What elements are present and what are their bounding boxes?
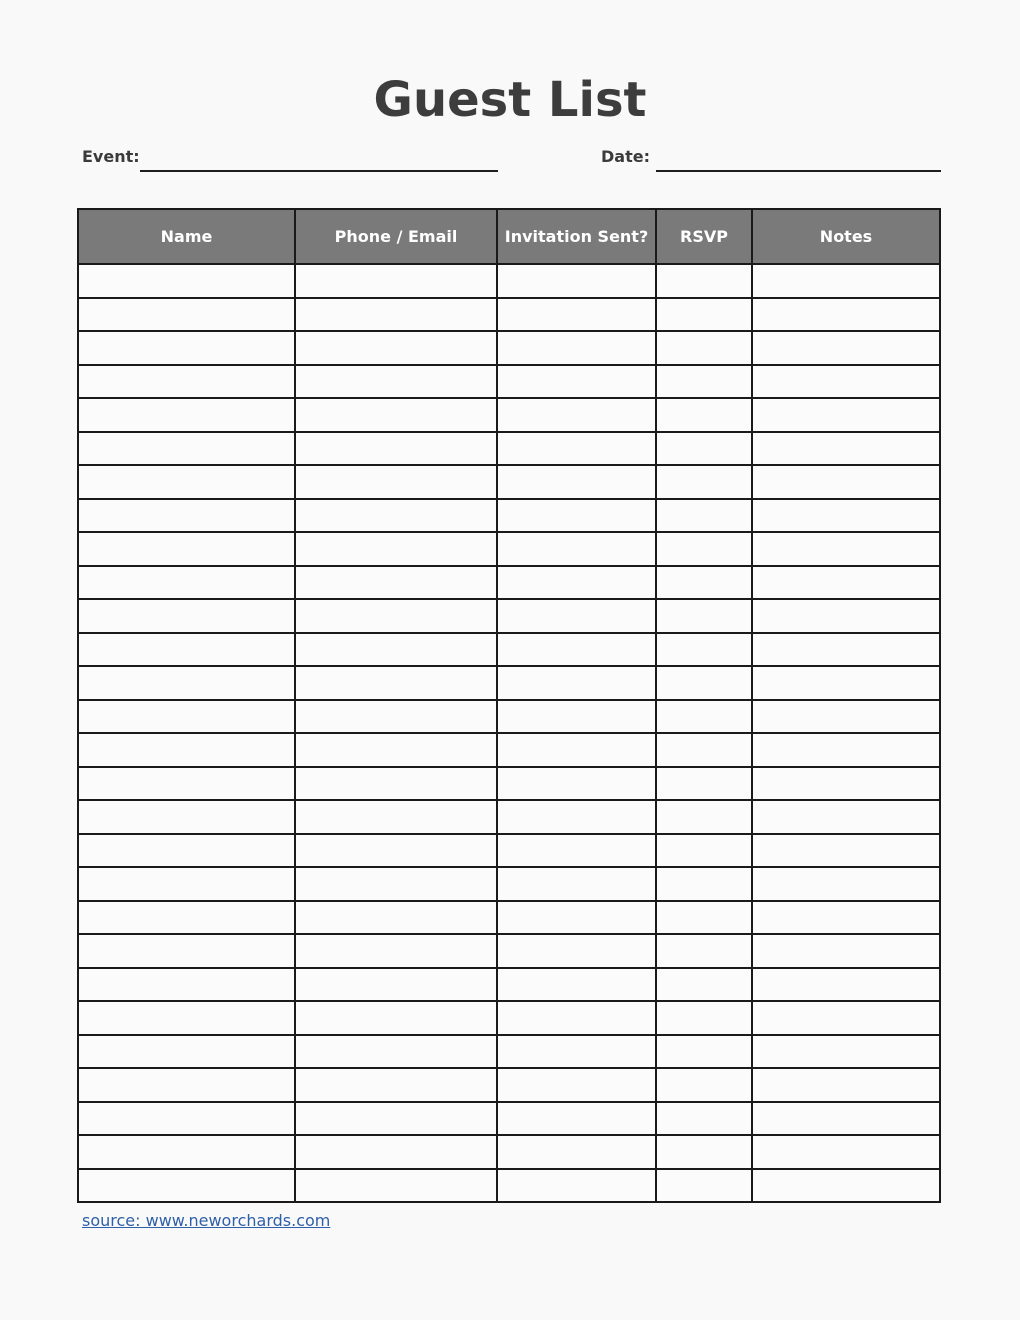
- table-row: [78, 566, 940, 600]
- cell-rsvp[interactable]: [656, 499, 752, 533]
- cell-rsvp[interactable]: [656, 465, 752, 499]
- cell-invitation-sent[interactable]: [497, 398, 656, 432]
- cell-name[interactable]: [78, 800, 295, 834]
- cell-invitation-sent[interactable]: [497, 1068, 656, 1102]
- cell-rsvp[interactable]: [656, 633, 752, 667]
- cell-rsvp[interactable]: [656, 1135, 752, 1169]
- cell-phone-email[interactable]: [295, 499, 497, 533]
- cell-notes[interactable]: [752, 733, 940, 767]
- cell-rsvp[interactable]: [656, 264, 752, 298]
- cell-invitation-sent[interactable]: [497, 800, 656, 834]
- column-header-notes: Notes: [752, 209, 940, 264]
- cell-notes[interactable]: [752, 298, 940, 332]
- cell-invitation-sent[interactable]: [497, 499, 656, 533]
- cell-notes[interactable]: [752, 599, 940, 633]
- cell-rsvp[interactable]: [656, 1068, 752, 1102]
- cell-rsvp[interactable]: [656, 834, 752, 868]
- cell-phone-email[interactable]: [295, 599, 497, 633]
- cell-invitation-sent[interactable]: [497, 867, 656, 901]
- table-row: [78, 365, 940, 399]
- cell-name[interactable]: [78, 566, 295, 600]
- cell-rsvp[interactable]: [656, 867, 752, 901]
- cell-notes[interactable]: [752, 901, 940, 935]
- cell-notes[interactable]: [752, 1068, 940, 1102]
- cell-notes[interactable]: [752, 264, 940, 298]
- table-row: [78, 666, 940, 700]
- cell-invitation-sent[interactable]: [497, 264, 656, 298]
- table-row: [78, 1068, 940, 1102]
- cell-invitation-sent[interactable]: [497, 532, 656, 566]
- cell-name[interactable]: [78, 599, 295, 633]
- table-row: [78, 700, 940, 734]
- table-row: [78, 1135, 940, 1169]
- table-row: [78, 465, 940, 499]
- table-header-row: [78, 209, 940, 264]
- cell-invitation-sent[interactable]: [497, 465, 656, 499]
- table-row: [78, 633, 940, 667]
- table-row: [78, 834, 940, 868]
- cell-notes[interactable]: [752, 1035, 940, 1069]
- cell-name[interactable]: [78, 264, 295, 298]
- cell-invitation-sent[interactable]: [497, 934, 656, 968]
- cell-name[interactable]: [78, 499, 295, 533]
- cell-notes[interactable]: [752, 1001, 940, 1035]
- cell-name[interactable]: [78, 331, 295, 365]
- cell-notes[interactable]: [752, 398, 940, 432]
- cell-rsvp[interactable]: [656, 566, 752, 600]
- cell-name[interactable]: [78, 298, 295, 332]
- cell-phone-email[interactable]: [295, 298, 497, 332]
- cell-rsvp[interactable]: [656, 365, 752, 399]
- cell-invitation-sent[interactable]: [497, 666, 656, 700]
- cell-rsvp[interactable]: [656, 700, 752, 734]
- cell-notes[interactable]: [752, 700, 940, 734]
- cell-phone-email[interactable]: [295, 398, 497, 432]
- cell-phone-email[interactable]: [295, 532, 497, 566]
- cell-invitation-sent[interactable]: [497, 1169, 656, 1203]
- cell-phone-email[interactable]: [295, 800, 497, 834]
- cell-notes[interactable]: [752, 465, 940, 499]
- cell-invitation-sent[interactable]: [497, 298, 656, 332]
- cell-phone-email[interactable]: [295, 733, 497, 767]
- cell-invitation-sent[interactable]: [497, 700, 656, 734]
- cell-invitation-sent[interactable]: [497, 1102, 656, 1136]
- table-row: [78, 968, 940, 1002]
- cell-rsvp[interactable]: [656, 934, 752, 968]
- source-link[interactable]: source: www.neworchards.com: [82, 1211, 331, 1230]
- table-row: [78, 901, 940, 935]
- cell-name[interactable]: [78, 432, 295, 466]
- date-field[interactable]: [656, 170, 941, 172]
- event-label: Event:: [82, 147, 140, 166]
- cell-rsvp[interactable]: [656, 733, 752, 767]
- table-row: [78, 599, 940, 633]
- table-row: [78, 934, 940, 968]
- cell-phone-email[interactable]: [295, 1001, 497, 1035]
- cell-invitation-sent[interactable]: [497, 365, 656, 399]
- cell-phone-email[interactable]: [295, 700, 497, 734]
- cell-phone-email[interactable]: [295, 566, 497, 600]
- cell-name[interactable]: [78, 1068, 295, 1102]
- cell-phone-email[interactable]: [295, 968, 497, 1002]
- cell-rsvp[interactable]: [656, 901, 752, 935]
- cell-notes[interactable]: [752, 432, 940, 466]
- cell-phone-email[interactable]: [295, 767, 497, 801]
- cell-rsvp[interactable]: [656, 331, 752, 365]
- table-row: [78, 264, 940, 298]
- cell-invitation-sent[interactable]: [497, 599, 656, 633]
- event-field[interactable]: [140, 170, 498, 172]
- cell-rsvp[interactable]: [656, 398, 752, 432]
- table-row: [78, 532, 940, 566]
- cell-name[interactable]: [78, 365, 295, 399]
- cell-invitation-sent[interactable]: [497, 968, 656, 1002]
- cell-phone-email[interactable]: [295, 264, 497, 298]
- cell-rsvp[interactable]: [656, 666, 752, 700]
- cell-notes[interactable]: [752, 365, 940, 399]
- cell-rsvp[interactable]: [656, 800, 752, 834]
- table-row: [78, 800, 940, 834]
- cell-phone-email[interactable]: [295, 867, 497, 901]
- cell-invitation-sent[interactable]: [497, 767, 656, 801]
- column-header-invitation-sent: Invitation Sent?: [497, 209, 656, 264]
- cell-phone-email[interactable]: [295, 465, 497, 499]
- table-row: [78, 733, 940, 767]
- cell-phone-email[interactable]: [295, 1068, 497, 1102]
- table-row: [78, 1035, 940, 1069]
- cell-name[interactable]: [78, 901, 295, 935]
- cell-notes[interactable]: [752, 1135, 940, 1169]
- cell-notes[interactable]: [752, 934, 940, 968]
- table-row: [78, 767, 940, 801]
- cell-rsvp[interactable]: [656, 767, 752, 801]
- cell-name[interactable]: [78, 465, 295, 499]
- cell-name[interactable]: [78, 867, 295, 901]
- cell-notes[interactable]: [752, 1102, 940, 1136]
- cell-phone-email[interactable]: [295, 432, 497, 466]
- cell-phone-email[interactable]: [295, 934, 497, 968]
- cell-rsvp[interactable]: [656, 1001, 752, 1035]
- page-title: Guest List: [373, 72, 647, 128]
- cell-name[interactable]: [78, 1001, 295, 1035]
- table-row: [78, 298, 940, 332]
- cell-notes[interactable]: [752, 633, 940, 667]
- cell-rsvp[interactable]: [656, 532, 752, 566]
- table-row: [78, 867, 940, 901]
- table-body: [78, 264, 940, 1202]
- table-row: [78, 432, 940, 466]
- cell-rsvp[interactable]: [656, 1169, 752, 1203]
- cell-rsvp[interactable]: [656, 599, 752, 633]
- cell-phone-email[interactable]: [295, 834, 497, 868]
- cell-name[interactable]: [78, 398, 295, 432]
- table-row: [78, 331, 940, 365]
- cell-invitation-sent[interactable]: [497, 331, 656, 365]
- cell-name[interactable]: [78, 767, 295, 801]
- date-label: Date:: [601, 147, 650, 166]
- cell-phone-email[interactable]: [295, 331, 497, 365]
- cell-notes[interactable]: [752, 1169, 940, 1203]
- cell-phone-email[interactable]: [295, 1135, 497, 1169]
- cell-invitation-sent[interactable]: [497, 633, 656, 667]
- cell-rsvp[interactable]: [656, 1035, 752, 1069]
- cell-phone-email[interactable]: [295, 633, 497, 667]
- cell-invitation-sent[interactable]: [497, 1001, 656, 1035]
- table-row: [78, 1102, 940, 1136]
- cell-name[interactable]: [78, 532, 295, 566]
- table-row: [78, 499, 940, 533]
- cell-notes[interactable]: [752, 867, 940, 901]
- cell-notes[interactable]: [752, 800, 940, 834]
- cell-rsvp[interactable]: [656, 432, 752, 466]
- cell-name[interactable]: [78, 968, 295, 1002]
- cell-name[interactable]: [78, 1102, 295, 1136]
- cell-phone-email[interactable]: [295, 1102, 497, 1136]
- cell-notes[interactable]: [752, 566, 940, 600]
- cell-name[interactable]: [78, 666, 295, 700]
- cell-name[interactable]: [78, 733, 295, 767]
- cell-invitation-sent[interactable]: [497, 1135, 656, 1169]
- cell-name[interactable]: [78, 700, 295, 734]
- cell-invitation-sent[interactable]: [497, 733, 656, 767]
- cell-notes[interactable]: [752, 666, 940, 700]
- cell-invitation-sent[interactable]: [497, 834, 656, 868]
- cell-notes[interactable]: [752, 968, 940, 1002]
- cell-notes[interactable]: [752, 499, 940, 533]
- cell-rsvp[interactable]: [656, 1102, 752, 1136]
- table-row: [78, 1001, 940, 1035]
- table-row: [78, 1169, 940, 1203]
- cell-phone-email[interactable]: [295, 666, 497, 700]
- column-header-phone-email: Phone / Email: [295, 209, 497, 264]
- table-row: [78, 398, 940, 432]
- cell-notes[interactable]: [752, 834, 940, 868]
- cell-name[interactable]: [78, 1169, 295, 1203]
- cell-rsvp[interactable]: [656, 298, 752, 332]
- cell-invitation-sent[interactable]: [497, 1035, 656, 1069]
- cell-name[interactable]: [78, 633, 295, 667]
- cell-name[interactable]: [78, 834, 295, 868]
- cell-invitation-sent[interactable]: [497, 566, 656, 600]
- cell-phone-email[interactable]: [295, 365, 497, 399]
- cell-phone-email[interactable]: [295, 901, 497, 935]
- cell-rsvp[interactable]: [656, 968, 752, 1002]
- cell-notes[interactable]: [752, 532, 940, 566]
- cell-phone-email[interactable]: [295, 1035, 497, 1069]
- cell-invitation-sent[interactable]: [497, 901, 656, 935]
- cell-phone-email[interactable]: [295, 1169, 497, 1203]
- cell-name[interactable]: [78, 1135, 295, 1169]
- guest-table: [77, 208, 941, 1203]
- cell-name[interactable]: [78, 1035, 295, 1069]
- cell-notes[interactable]: [752, 767, 940, 801]
- column-header-name: Name: [78, 209, 295, 264]
- cell-notes[interactable]: [752, 331, 940, 365]
- column-header-rsvp: RSVP: [656, 209, 752, 264]
- cell-name[interactable]: [78, 934, 295, 968]
- cell-invitation-sent[interactable]: [497, 432, 656, 466]
